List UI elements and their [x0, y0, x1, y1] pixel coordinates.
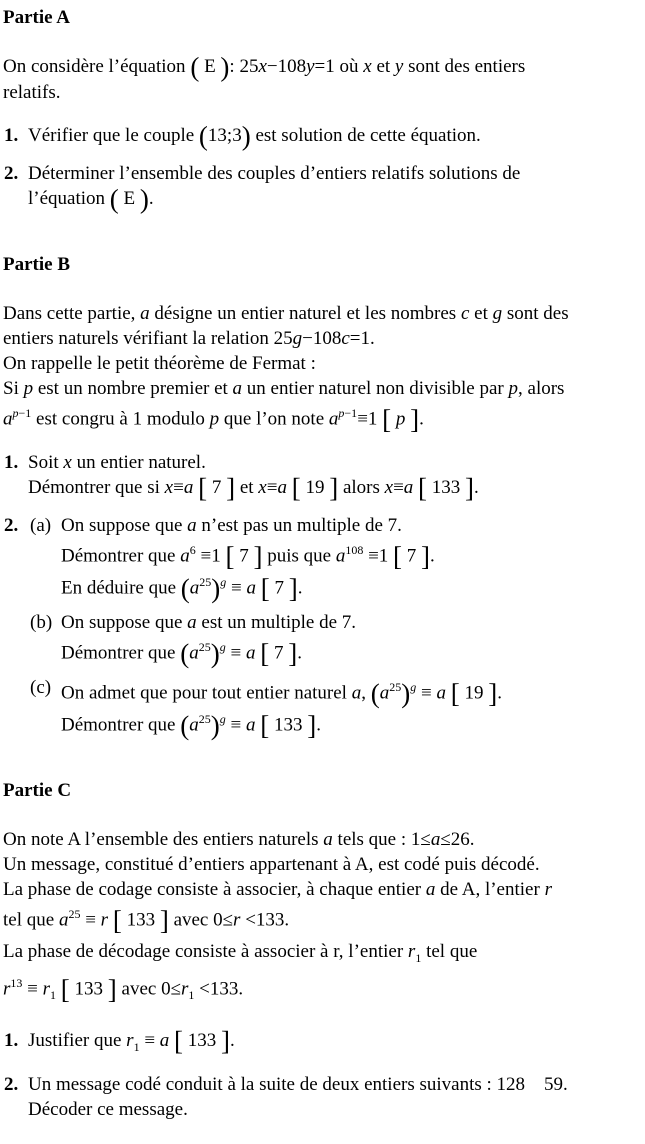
item-text: Soit x un entier naturel. Démontrer que si x≡a [ 7 ] et x≡a [ 19 ] alors x≡a [ 133 ].: [28, 452, 479, 504]
part-c-intro-decoding: La phase de décodage consiste à associer à r, l’entier $r_1$ tel que $r^{13} \equiv r_1$ [ 133 ] avec $0\le r_1 <133$.: [3, 941, 478, 1005]
part-b-intro: Dans cette partie, a désigne un entier naturel et les nombres c et g sont des entiers naturels vérifiant la relation 25g−108c=1. On rappelle le petit théorème de Fermat : Si p est un nombre premier et a un entier naturel non divisible par p, alors $a^{p-1}$ est congru à 1 modulo p que l’on note $a^{p-1}\equiv 1$ [ p ].: [3, 303, 569, 435]
part-c-item-2: [3, 1072, 643, 1122]
sub-item-marker: (a): [30, 515, 52, 537]
part-c-heading: Partie C: [3, 779, 72, 801]
sub-item-marker: (b): [30, 611, 53, 633]
item-marker: 2.: [4, 515, 19, 537]
sub-item-text: On admet que pour tout entier naturel a, $(a^{25})^g \equiv a$ [ 19 ]. Démontrer que $(a^{25})^g \equiv a$ [ 133 ].: [61, 678, 502, 740]
item-text: Justifier que $r_1 \equiv a$ [ 133 ].: [28, 1026, 235, 1057]
item-marker: 2.: [4, 163, 19, 184]
item-subitems: [28, 513, 643, 738]
part-a-item-1: [3, 123, 643, 149]
part-a-item-2: [3, 161, 643, 212]
item-marker: 1.: [4, 452, 19, 474]
part-b-item-2a: [28, 513, 643, 601]
part-a-intro: On considère l’équation ( E ): 25x−108y=1 où x et y sont des entiers relatifs.: [3, 52, 526, 103]
sub-item-text: On suppose que a est un multiple de 7. Démontrer que $(a^{25})^g \equiv a$ [ 7 ].: [61, 611, 357, 669]
item-text: Déterminer l’ensemble des couples d’entiers relatifs solutions de l’équation ( E ).: [28, 163, 521, 214]
sub-item-marker: (c): [30, 677, 52, 699]
sub-item-text: On suppose que a n’est pas un multiple de 7. Démontrer que $a^6 \equiv 1$ [ 7 ] puis que $a^{108} \equiv 1$ [ 7 ]. En déduire que $(a^{25})^g \equiv a$ [ 7 ].: [61, 515, 435, 603]
item-marker: 1.: [4, 1030, 19, 1052]
item-text: Vérifier que le couple (13;3) est solution de cette équation.: [28, 121, 481, 151]
part-b-heading: Partie B: [3, 254, 71, 275]
item-marker: 1.: [4, 125, 19, 146]
part-b-item-2c: [28, 675, 643, 738]
part-c-intro-coding: On note A l’ensemble des entiers naturels a tels que : 1≤a≤26. Un message, constitué d’entiers appartenant à A, est codé puis décodé. La phase de codage consiste à associer, à chaque entier a de A, l’entier r tel que $a^{25} \equiv r$ [ 133 ] avec 0≤r <133.: [3, 828, 552, 936]
part-b-item-2b: [28, 610, 643, 669]
part-a-heading: Partie A: [3, 7, 71, 28]
part-b-item-2: [3, 513, 643, 738]
part-c-item-1: [3, 1028, 643, 1060]
part-b-item-1: [3, 450, 643, 504]
item-marker: 2.: [4, 1074, 19, 1096]
item-text: Un message codé conduit à la suite de deux entiers suivants : 128 59. Décoder ce message.: [28, 1074, 568, 1121]
